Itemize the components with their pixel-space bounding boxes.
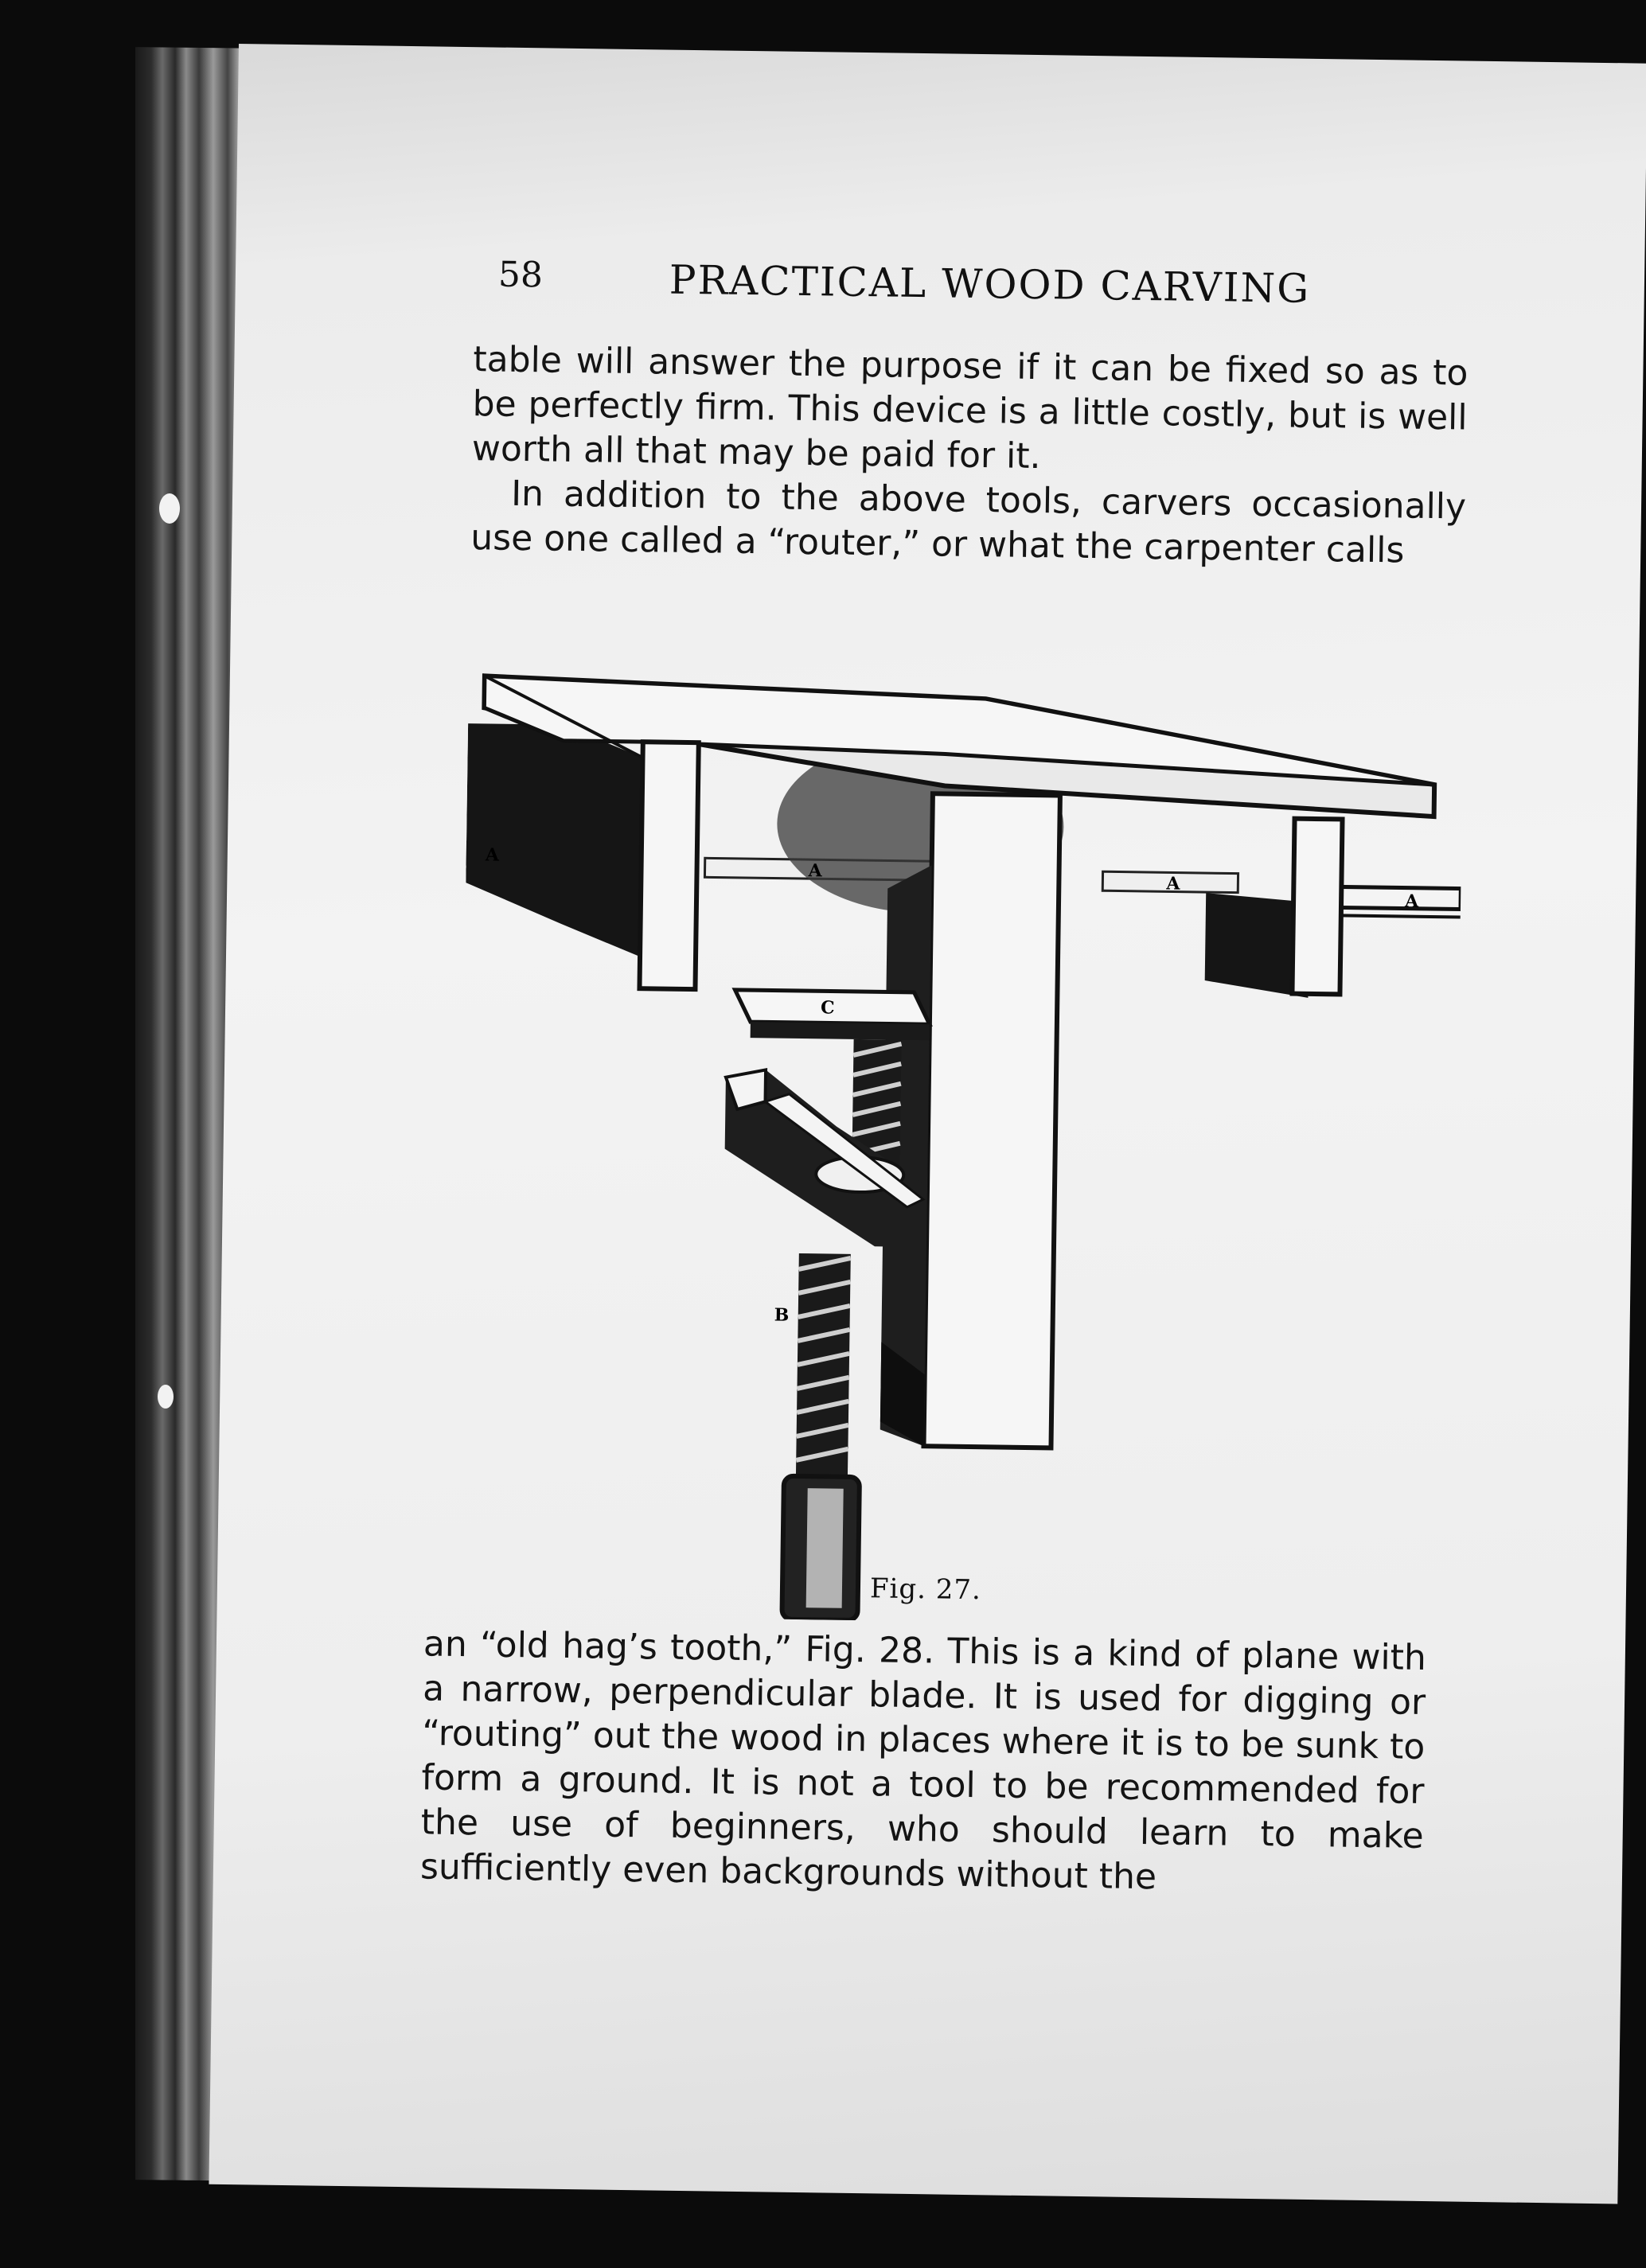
label-a-left: A xyxy=(485,844,500,866)
scan-speck xyxy=(159,493,180,524)
page-header xyxy=(497,254,1334,312)
rail-a-right xyxy=(1325,887,1461,917)
paragraph-continuation: table will answer the purpose if it can be fixed so as to be perfectly firm. This device is a little costly, but is well worth all that may be paid for it. xyxy=(471,339,1469,477)
running-head: PRACTICAL WOOD CARVING xyxy=(669,256,1311,312)
scan-speck xyxy=(158,1385,174,1409)
paragraph-router: In addition to the above tools, carvers occasionally use one called a “router,” or what the carpenter calls xyxy=(470,473,1467,571)
label-a-middle: A xyxy=(808,860,822,882)
clamp-illustration xyxy=(455,620,1464,1628)
screw-handle xyxy=(782,1476,860,1620)
body-text-top xyxy=(470,337,1469,574)
label-a-right: A xyxy=(1404,890,1419,912)
label-b: B xyxy=(774,1304,790,1326)
book-page xyxy=(209,44,1646,2204)
page-number: 58 xyxy=(497,254,544,296)
table-underside-left xyxy=(465,723,643,957)
body-text-bottom: an “old hag’s tooth,” Fig. 28. This is a kind of plane with a narrow, perpendicular blade. It is used for digging or “routing” out the wood in places where it is to be sunk to form a ground. It is not a tool to be recommended for the use of beginners, who should learn to make sufficiently even backgrounds without the xyxy=(419,1623,1427,1898)
table-leg-left xyxy=(639,742,698,989)
clamp-frame xyxy=(880,793,1059,1448)
label-a-right-inner: A xyxy=(1166,873,1180,894)
label-c: C xyxy=(820,997,835,1019)
screw-lower xyxy=(796,1253,851,1477)
table-leg-right xyxy=(1292,819,1342,995)
figure-caption: Fig. 27. xyxy=(869,1572,982,1607)
